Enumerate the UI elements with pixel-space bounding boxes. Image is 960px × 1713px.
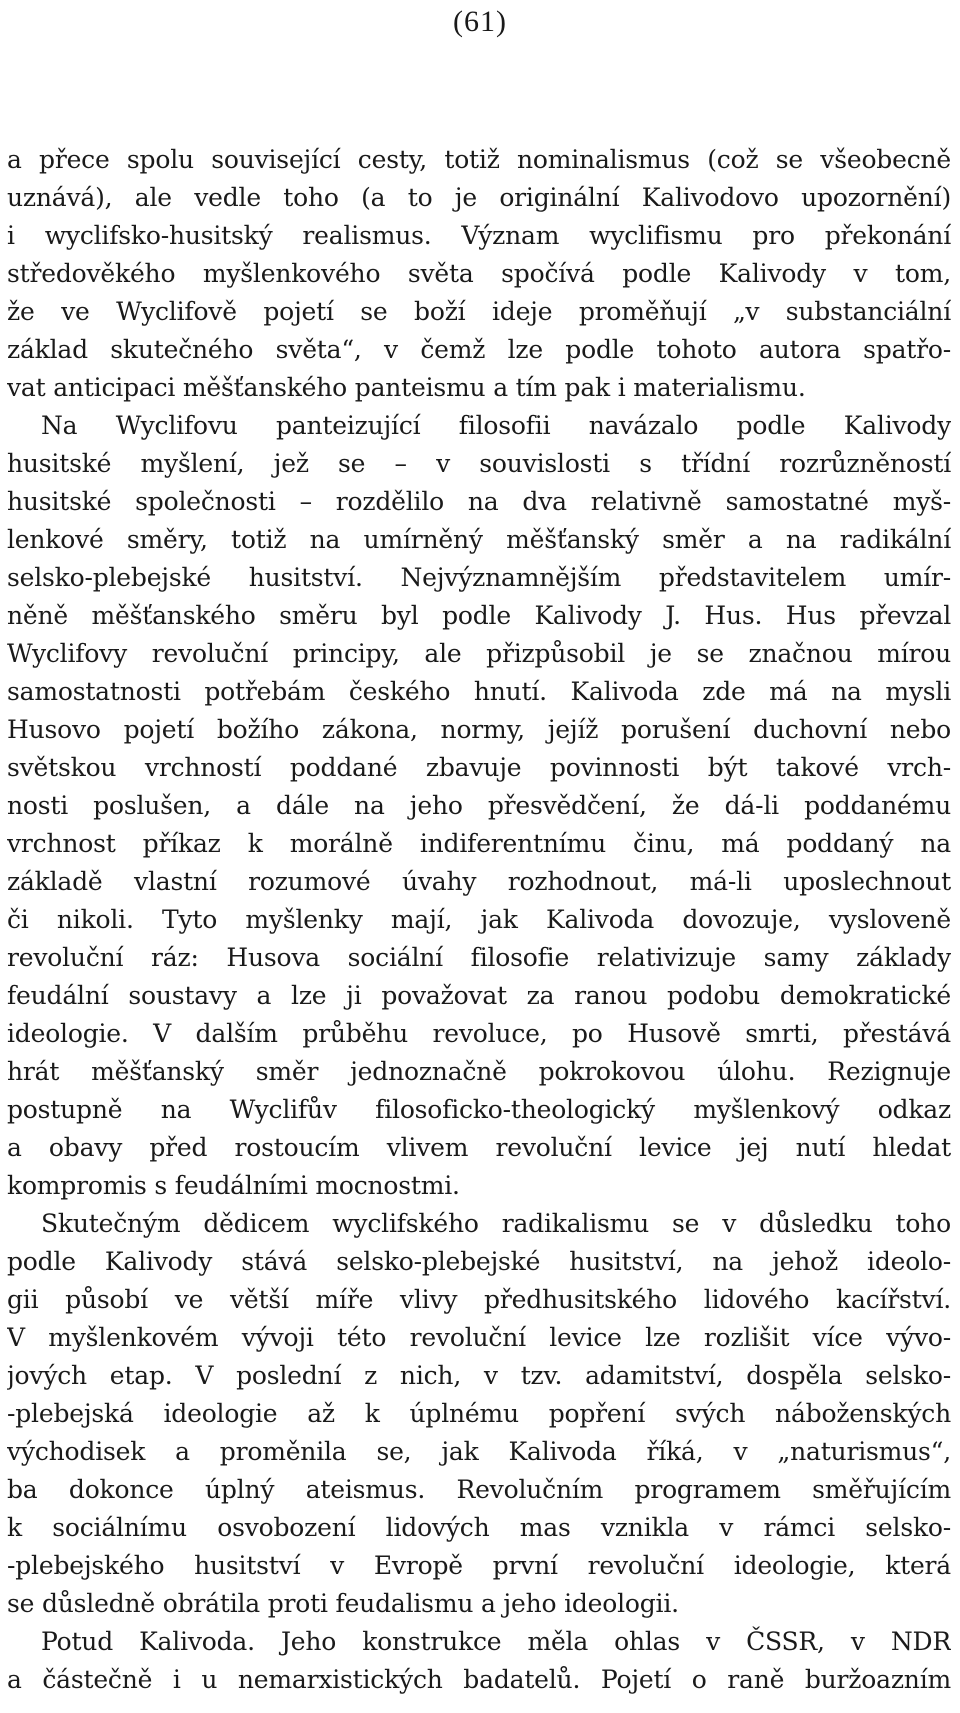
text-line: postupně na Wyclifův filosoficko-theologický myšlenkový odkaz	[7, 1095, 951, 1124]
text-line: Skutečným dědicem wyclifského radikalismu se v důsledku toho	[41, 1209, 951, 1238]
text-line: nosti poslušen, a dále na jeho přesvědčení, že dá-li poddanému	[7, 791, 951, 820]
paragraph	[7, 141, 951, 407]
paragraph	[7, 1205, 951, 1623]
text-line: uznává), ale vedle toho (a to je originální Kalivodovo upozornění)	[7, 183, 951, 212]
text-line: a přece spolu související cesty, totiž nominalismus (což se všeobecně	[7, 145, 951, 174]
text-line: i wyclifsko-husitský realismus. Význam wyclifismu pro překonání	[7, 221, 951, 250]
text-line: Na Wyclifovu panteizující filosofii navázalo podle Kalivody	[41, 411, 951, 440]
text-line: Husovo pojetí božího zákona, normy, jejíž porušení duchovní nebo	[7, 715, 951, 744]
text-line: selsko-plebejské husitství. Nejvýznamnějším představitelem umír-	[7, 563, 951, 592]
text-line: jových etap. V poslední z nich, v tzv. adamitství, dospěla selsko-	[7, 1361, 951, 1390]
text-line: feudální soustavy a lze ji považovat za ranou podobu demokratické	[7, 981, 951, 1010]
text-line: ideologie. V dalším průběhu revoluce, po Husově smrti, přestává	[7, 1019, 951, 1048]
text-line: -plebejského husitství v Evropě první revoluční ideologie, která	[7, 1551, 951, 1580]
text-line: že ve Wyclifově pojetí se boží ideje proměňují „v substanciální	[7, 297, 951, 326]
text-line: gii působí ve větší míře vlivy předhusitského lidového kacířství.	[7, 1285, 951, 1314]
text-line: Wyclifovy revoluční principy, ale přizpůsobil je se značnou mírou	[7, 639, 951, 668]
text-line: základě vlastní rozumové úvahy rozhodnout, má-li uposlechnout	[7, 867, 951, 896]
text-line: kompromis s feudálními mocnostmi.	[7, 1171, 460, 1200]
text-line: vat anticipaci měšťanského panteismu a tím pak i materialismu.	[7, 373, 806, 402]
paragraph	[7, 1623, 951, 1699]
text-line: k sociálnímu osvobození lidových mas vznikla v rámci selsko-	[7, 1513, 951, 1542]
text-line: husitské myšlení, jež se – v souvislosti s třídní rozrůzněností	[7, 449, 951, 478]
text-line: -plebejská ideologie až k úplnému popření svých náboženských	[7, 1399, 951, 1428]
paragraph	[7, 407, 951, 1205]
text-line: světskou vrchností poddané zbavuje povinnosti být takové vrch-	[7, 753, 951, 782]
text-line: ba dokonce úplný ateismus. Revolučním programem směřujícím	[7, 1475, 951, 1504]
text-line: hrát měšťanský směr jednoznačně pokrokovou úlohu. Rezignuje	[7, 1057, 951, 1086]
text-line: středověkého myšlenkového světa spočívá podle Kalivody v tom,	[7, 259, 951, 288]
text-line: podle Kalivody stává selsko-plebejské husitství, na jehož ideolo-	[7, 1247, 951, 1276]
page-number: (61)	[453, 5, 507, 38]
text-line: revoluční ráz: Husova sociální filosofie relativizuje samy základy	[7, 943, 951, 972]
text-line: Potud Kalivoda. Jeho konstrukce měla ohlas v ČSSR, v NDR	[41, 1627, 951, 1656]
text-line: vrchnost příkaz k morálně indiferentnímu činu, má poddaný na	[7, 829, 951, 858]
text-line: se důsledně obrátila proti feudalismu a jeho ideologii.	[7, 1589, 679, 1618]
body-text	[7, 141, 951, 1699]
text-line: V myšlenkovém vývoji této revoluční levice lze rozlišit více vývo-	[7, 1323, 951, 1352]
text-line: základ skutečného světa“, v čemž lze podle tohoto autora spatřo-	[7, 335, 951, 364]
text-line: něně měšťanského směru byl podle Kalivody J. Hus. Hus převzal	[7, 601, 951, 630]
text-line: a částečně i u nemarxistických badatelů. Pojetí o raně buržoazním	[7, 1665, 951, 1694]
text-line: lenkové směry, totiž na umírněný měšťanský směr a na radikální	[7, 525, 951, 554]
text-line: samostatnosti potřebám českého hnutí. Kalivoda zde má na mysli	[7, 677, 951, 706]
text-line: či nikoli. Tyto myšlenky mají, jak Kalivoda dovozuje, vysloveně	[7, 905, 951, 934]
text-line: východisek a proměnila se, jak Kalivoda říká, v „naturismus“,	[7, 1437, 951, 1466]
text-line: husitské společnosti – rozdělilo na dva relativně samostatné myš-	[7, 487, 951, 516]
text-line: a obavy před rostoucím vlivem revoluční levice jej nutí hledat	[7, 1133, 951, 1162]
